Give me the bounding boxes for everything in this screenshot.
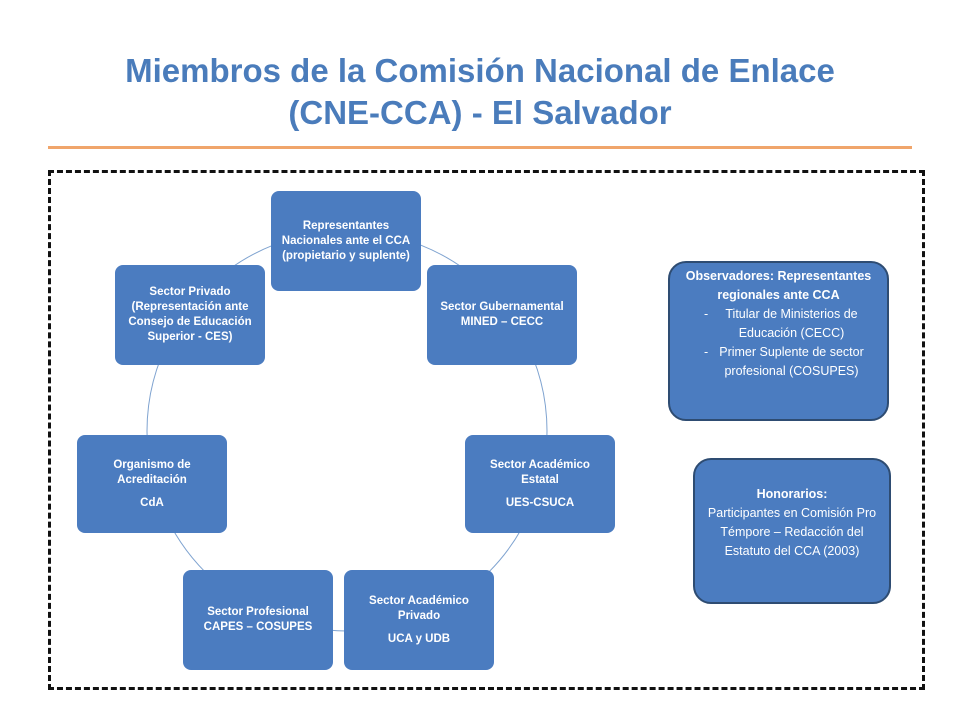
observadores-item-text: Primer Suplente de sector profesional (COSUPES) <box>719 345 864 378</box>
node-sector-privado-text: Sector Privado (Representación ante Consejo de Educación Superior - CES) <box>128 286 252 343</box>
observadores-item: - Primer Suplente de sector profesional (COSUPES) <box>704 345 864 378</box>
title-line-2: (CNE-CCA) - El Salvador <box>288 94 672 131</box>
node-representantes <box>271 191 421 291</box>
node-sector-privado <box>115 265 265 365</box>
node-sector-academico-estatal-text: Sector Académico Estatal <box>490 458 590 486</box>
node-sector-gubernamental <box>427 265 577 365</box>
observadores-list <box>670 305 887 381</box>
node-organismo-acreditacion <box>77 435 227 533</box>
node-organismo-acreditacion-sub: CdA <box>140 496 164 509</box>
honorarios-text: Participantes en Comisión Pro Témpore – Redacción del Estatuto del CCA (2003) <box>707 506 877 558</box>
observadores-heading: Observadores: Representantes regionales ante CCA <box>685 269 872 302</box>
node-sector-academico-estatal-sub: UES-CSUCA <box>505 496 575 509</box>
observadores-item: - Titular de Ministerios de Educación (CECC) <box>704 307 858 340</box>
title-line-1: Miembros de la Comisión Nacional de Enlace <box>125 52 835 89</box>
observadores-box <box>668 261 889 421</box>
node-sector-academico-privado-text: Sector Académico Privado <box>369 594 469 622</box>
node-sector-academico-estatal <box>465 435 615 533</box>
node-representantes-text: Representantes Nacionales ante el CCA (propietario y suplente) <box>281 219 411 262</box>
observadores-item-text: Titular de Ministerios de Educación (CECC) <box>725 307 858 340</box>
node-sector-academico-privado-sub: UCA y UDB <box>387 632 451 645</box>
honorarios-box <box>693 458 891 604</box>
honorarios-heading: Honorarios: <box>756 487 828 501</box>
node-sector-academico-privado <box>344 570 494 670</box>
node-organismo-acreditacion-text: Organismo de Acreditación <box>113 458 191 486</box>
node-sector-profesional-text: Sector Profesional CAPES – COSUPES <box>203 606 313 633</box>
node-sector-profesional <box>183 570 333 670</box>
node-sector-gubernamental-text: Sector Gubernamental MINED – CECC <box>440 301 564 328</box>
